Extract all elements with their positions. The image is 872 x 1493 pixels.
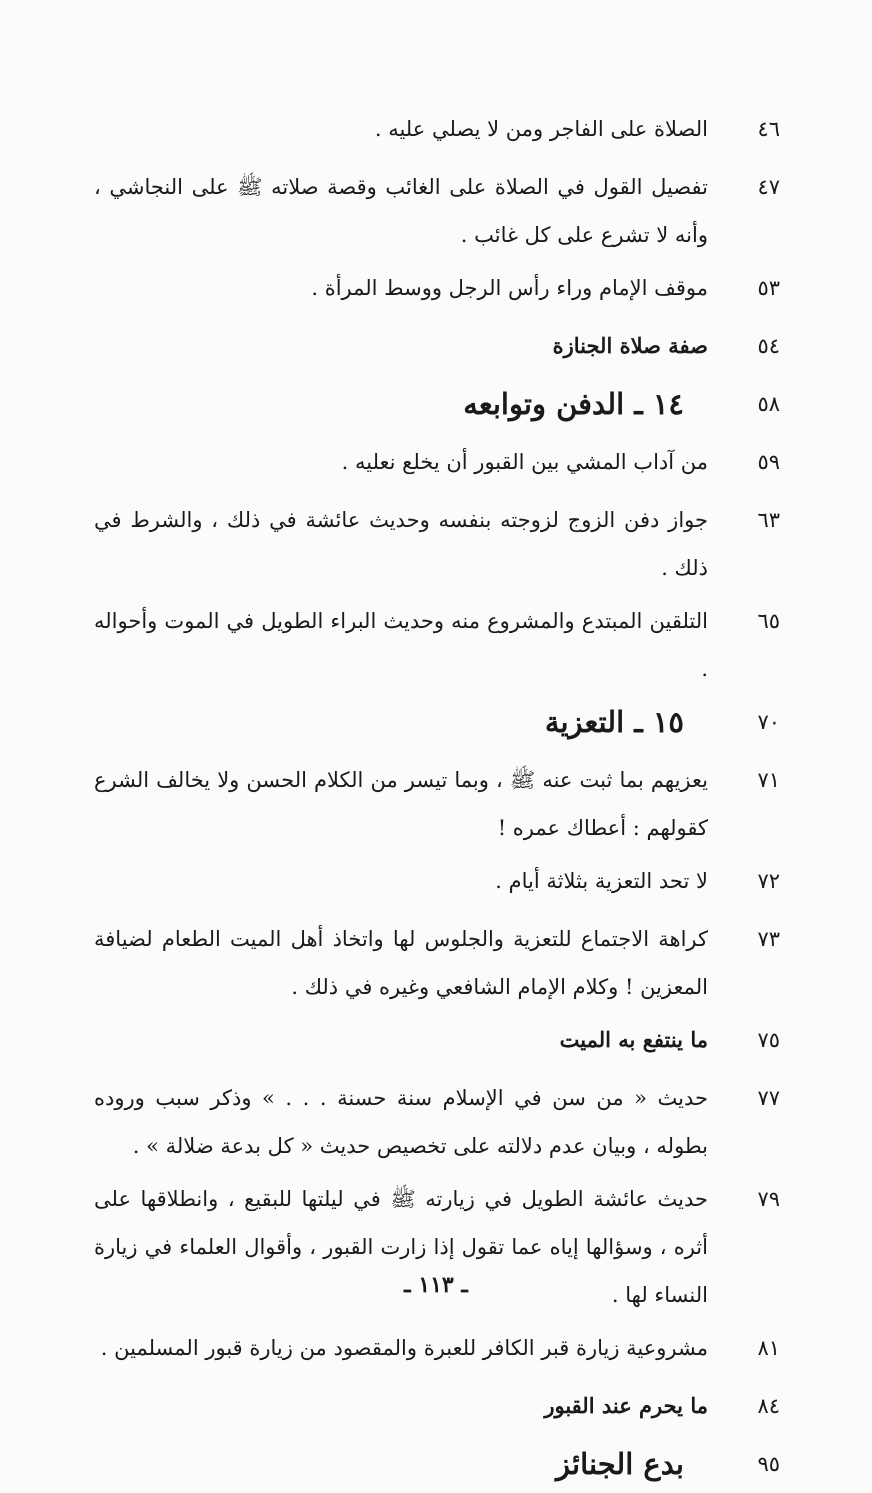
toc-entry <box>94 259 780 317</box>
toc-entry <box>94 433 780 491</box>
page-number: ٥٤ <box>757 334 780 358</box>
entry-text: لا تحد التعزية بثلاثة أيام . <box>495 869 708 893</box>
toc-entry <box>94 1319 780 1377</box>
toc-entry <box>94 751 780 852</box>
toc-subheading <box>94 1377 780 1435</box>
section-heading-text: ١٤ ـ الدفن وتوابعه <box>463 387 684 421</box>
toc-entry <box>94 491 780 592</box>
page-number: ٧٠ <box>757 710 780 734</box>
page-number: ٨١ <box>757 1336 780 1360</box>
entry-text: حديث « من سن في الإسلام سنة حسنة . . . » وذكر سبب وروده بطوله ، وبيان عدم دلالته على تخصيص حديث « كل بدعة ضلالة » . <box>94 1086 708 1158</box>
section-heading-text: بدع الجنائز <box>556 1447 684 1481</box>
entry-text: تفصيل القول في الصلاة على الغائب وقصة صلاته ﷺ على النجاشي ، وأنه لا تشرع على كل غائب . <box>94 175 708 247</box>
entry-text: حديث عائشة الطويل في زيارته ﷺ في ليلتها للبقيع ، وانطلاقها على أثره ، وسؤالها إياه عما تقول إذا زارت القبور ، وأقوال العلماء في زيارة النساء لها . <box>94 1187 708 1307</box>
toc-entry <box>94 592 780 693</box>
page-number: ٤٦ <box>757 117 780 141</box>
toc-entry <box>94 100 780 158</box>
page-number: ٧٣ <box>757 927 780 951</box>
entry-text: جواز دفن الزوج لزوجته بنفسه وحديث عائشة في ذلك ، والشرط في ذلك . <box>94 508 708 580</box>
toc-section-heading <box>94 693 780 751</box>
entry-text: موقف الإمام وراء رأس الرجل ووسط المرأة . <box>311 276 708 300</box>
entry-text: يعزيهم بما ثبت عنه ﷺ ، وبما تيسر من الكلام الحسن ولا يخالف الشرع كقولهم : أعطاك عمره ! <box>94 768 708 840</box>
page-number: ٥٨ <box>757 392 780 416</box>
page-number: ٨٤ <box>757 1394 780 1418</box>
page-number: ٩٥ <box>757 1452 780 1476</box>
entry-text: كراهة الاجتماع للتعزية والجلوس لها واتخاذ أهل الميت الطعام لضيافة المعزين ! وكلام الإمام الشافعي وغيره في ذلك . <box>94 927 708 999</box>
toc-section-heading <box>94 375 780 433</box>
toc-entry <box>94 852 780 910</box>
toc-subheading <box>94 317 780 375</box>
toc-entry <box>94 1069 780 1170</box>
entry-text: التلقين المبتدع والمشروع منه وحديث البراء الطويل في الموت وأحواله . <box>94 609 708 681</box>
toc-entry <box>94 158 780 259</box>
toc-entry <box>94 910 780 1011</box>
page-number: ٧٧ <box>757 1086 780 1110</box>
page-number: ٦٣ <box>757 508 780 532</box>
page-number: ٤٧ <box>757 175 780 199</box>
page-number: ٧٢ <box>757 869 780 893</box>
entry-text: مشروعية زيارة قبر الكافر للعبرة والمقصود من زيارة قبور المسلمين . <box>100 1336 708 1360</box>
page-footer-number: ـ ١١٣ ـ <box>404 1272 468 1298</box>
page-number: ٥٣ <box>757 276 780 300</box>
entry-text: من آداب المشي بين القبور أن يخلع نعليه . <box>341 450 708 474</box>
toc-subheading <box>94 1011 780 1069</box>
section-heading-text: ١٥ ـ التعزية <box>544 705 684 739</box>
entry-text: الصلاة على الفاجر ومن لا يصلي عليه . <box>374 117 708 141</box>
subheading-text: ما يحرم عند القبور <box>544 1393 708 1418</box>
subheading-text: صفة صلاة الجنازة <box>552 333 708 358</box>
page-number: ٧٥ <box>757 1028 780 1052</box>
page-number: ٧١ <box>757 768 780 792</box>
page-number: ٦٥ <box>757 609 780 633</box>
page-number: ٧٩ <box>757 1187 780 1211</box>
toc-section-heading <box>94 1435 780 1493</box>
subheading-text: ما ينتفع به الميت <box>559 1027 708 1052</box>
page-number: ٥٩ <box>757 450 780 474</box>
